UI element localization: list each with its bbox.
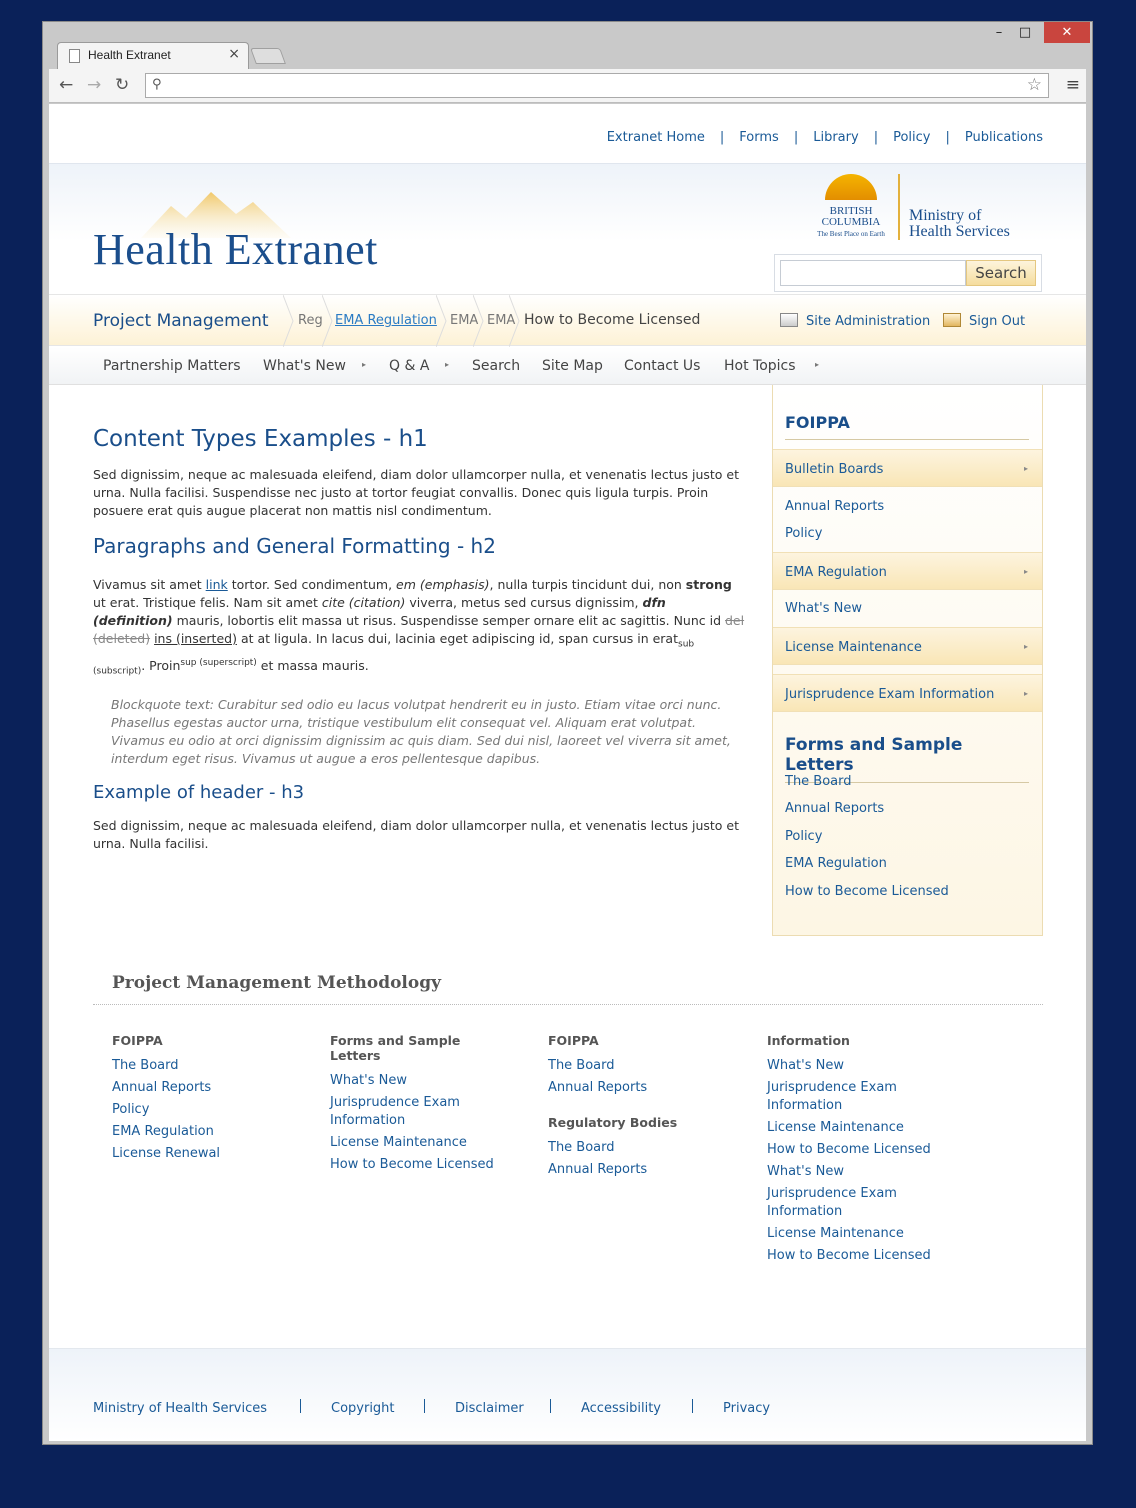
footer-link[interactable]: What's New [767, 1164, 844, 1179]
sidebar-item-bulletin-boards[interactable]: Bulletin Boards ▸ [773, 449, 1042, 487]
expand-arrow-icon: ▸ [1023, 567, 1028, 576]
back-arrow-icon[interactable]: ← [59, 75, 74, 95]
footer-link-accessibility[interactable]: Accessibility [581, 1401, 661, 1416]
footer-link[interactable]: The Board [548, 1058, 615, 1073]
sidebar-link-the-board[interactable]: The Board [785, 774, 852, 789]
footer-link-ministry[interactable]: Ministry of Health Services [93, 1401, 268, 1416]
breadcrumb-chevron [509, 295, 521, 347]
breadcrumb-chevron [436, 295, 448, 347]
breadcrumb-current: How to Become Licensed [524, 312, 701, 328]
footer-link[interactable]: What's New [767, 1058, 844, 1073]
sign-out-link[interactable]: Sign Out [943, 313, 1025, 329]
page-footer [49, 1348, 1086, 1441]
title-bar [43, 22, 1092, 69]
sidebar-link-ema-regulation[interactable]: EMA Regulation [785, 856, 887, 871]
breadcrumb-chevron [322, 295, 334, 347]
page-icon [69, 49, 80, 63]
intro-paragraph: Sed dignissim, neque ac malesuada eleifend, diam dolor ullamcorper nulla, et venenatis lectus justo et urna. Nulla facilisi. Suspendisse nec justo at tortor feugiat convallis. Donec quis ligula turpis. Proin posuere erat quis augue placerat non mattis nisl condimentum. [93, 467, 740, 518]
sidebar-item-annual-reports[interactable]: Annual Reports [785, 499, 885, 514]
footer-link[interactable]: How to Become Licensed [330, 1157, 494, 1172]
footer-separator [692, 1399, 693, 1413]
footer-link[interactable]: Jurisprudence Exam Information [767, 1080, 897, 1113]
utility-nav: Extranet Home | Forms | Library | Policy | Publications [606, 130, 1043, 145]
footer-link[interactable]: How to Become Licensed [767, 1142, 931, 1157]
expand-arrow-icon: ▸ [1023, 689, 1028, 698]
bookmark-star-icon[interactable]: ☆ [1026, 75, 1042, 95]
expand-arrow-icon: ▸ [1023, 642, 1028, 651]
footer-separator [550, 1399, 551, 1413]
menu-item-contact-us[interactable]: Contact Us [624, 358, 701, 374]
breadcrumb-item-ema-regulation[interactable]: EMA Regulation [335, 313, 437, 328]
bc-logo: BRITISH COLUMBIA The Best Place on Earth [811, 174, 891, 240]
main-content [93, 404, 745, 867]
menu-item-hot-topics[interactable]: Hot Topics [724, 358, 796, 374]
footer-link[interactable]: Jurisprudence Exam Information [767, 1186, 897, 1219]
footer-column-2: Forms and Sample Letters What's New Jurisprudence Exam Information License Maintenance How to Become Licensed [330, 1033, 510, 1178]
footer-link[interactable]: License Maintenance [330, 1135, 467, 1150]
blockquote: Blockquote text: Curabitur sed odio eu lacus volutpat hendrerit eu in justo. Etiam vitae orci nunc. Phasellus egestas auctor urna, tristique vestibulum elit consequat vel. Aliquam erat volutpat. Vivamus eu odio at orci dignissim dignissim ac quis diam. Sed dui nisl, laoreet vel viverra sit amet, interdum eget risus. Vivamus ut augue a eros pellentesque dapibus. [111, 697, 731, 767]
footer-link-copyright[interactable]: Copyright [331, 1401, 395, 1416]
menu-arrow-icon: ▸ [362, 360, 367, 369]
sidebar-link-policy[interactable]: Policy [785, 829, 823, 844]
menu-item-search[interactable]: Search [472, 358, 521, 374]
tab-title: Health Extranet [88, 48, 171, 62]
footer-link[interactable]: License Renewal [112, 1146, 221, 1161]
menu-item-site-map[interactable]: Site Map [542, 358, 603, 374]
footer-link[interactable]: Annual Reports [112, 1080, 212, 1095]
address-bar[interactable] [145, 73, 1049, 98]
sidebar-item-policy[interactable]: Policy [785, 526, 823, 541]
footer-link[interactable]: License Maintenance [767, 1226, 904, 1241]
site-administration-link[interactable]: Site Administration [780, 313, 930, 329]
menu-arrow-icon: ▸ [445, 360, 450, 369]
footer-link-privacy[interactable]: Privacy [723, 1401, 771, 1416]
forward-arrow-icon[interactable]: → [87, 75, 102, 95]
sign-out-icon [943, 313, 961, 327]
footer-separator [424, 1399, 425, 1413]
menu-item-qa[interactable]: Q & A [389, 358, 430, 374]
footer-link[interactable]: The Board [112, 1058, 179, 1073]
logo-divider [898, 174, 900, 240]
formatting-paragraph: Vivamus sit amet link tortor. Sed condimentum, em (emphasis), nulla turpis tincidunt dui, non strong ut erat. Tristique felis. Nam sit amet cite (citation) viverra, metus sed cursus dignissim, dfn (definition) mauris, lobortis elit massa ut risus. Suspendisse semper ornare elit ac sagittis. Nunc id del (deleted) ins (inserted) at at ligula. In lacus dui, lacinia eget adipiscing id, span cursus in erat$_{sub (subscript)}$. Proin$^{sup (superscript)}$ et massa mauris. [93, 577, 745, 677]
sidebar-item-ema-regulation[interactable]: EMA Regulation ▸ [773, 552, 1042, 590]
breadcrumb-root[interactable]: Project Management [93, 311, 269, 331]
section-heading-h3: Example of header - h3 [93, 782, 305, 804]
breadcrumb-item-ema[interactable]: EMA [450, 313, 479, 328]
browser-menu-icon[interactable]: ≡ [1065, 75, 1080, 95]
section-heading-h2: Paragraphs and General Formatting - h2 [93, 534, 496, 558]
divider [93, 1004, 1043, 1005]
footer-nav-title: Project Management Methodology [112, 973, 441, 993]
main-menu [49, 347, 1086, 385]
minimize-button[interactable]: – [995, 25, 1003, 40]
new-tab-button[interactable] [250, 48, 286, 64]
reload-icon[interactable]: ↻ [115, 75, 130, 95]
sidebar-link-how-to-become-licensed[interactable]: How to Become Licensed [785, 884, 949, 899]
menu-arrow-icon: ▸ [815, 360, 820, 369]
close-window-button[interactable]: ✕ [1044, 22, 1090, 43]
breadcrumb-chevron [283, 295, 295, 347]
sidebar-heading-foippa: FOIPPA [785, 413, 1029, 440]
admin-icon [780, 313, 798, 327]
sidebar-link-annual-reports[interactable]: Annual Reports [785, 801, 885, 816]
footer-link[interactable]: Jurisprudence Exam Information [330, 1095, 460, 1128]
maximize-button[interactable]: □ [1018, 25, 1032, 40]
search-button[interactable]: Search [966, 260, 1036, 286]
tab-close-icon[interactable]: × [228, 46, 240, 62]
search-icon: ⚲ [152, 77, 162, 92]
browser-tab[interactable] [57, 42, 249, 70]
site-logo-title[interactable]: Health Extranet [93, 225, 378, 274]
footer-link-disclaimer[interactable]: Disclaimer [455, 1401, 524, 1416]
breadcrumb-item-ema-2[interactable]: EMA [487, 313, 516, 328]
menu-item-partnership-matters[interactable]: Partnership Matters [103, 358, 241, 374]
sidebar-item-whats-new[interactable]: What's New [785, 601, 862, 616]
sidebar-heading-forms: Forms and Sample Letters [785, 735, 1029, 783]
footer-link[interactable]: EMA Regulation [112, 1124, 214, 1139]
closing-paragraph: Sed dignissim, neque ac malesuada eleifend, diam dolor ullamcorper nulla, et venenatis lectus justo et urna. Nulla facilisi. [93, 818, 740, 852]
breadcrumb [49, 294, 1086, 346]
inline-link[interactable]: link [205, 577, 228, 592]
footer-column-1: FOIPPA The Board Annual Reports Policy EMA Regulation License Renewal [112, 1033, 312, 1167]
footer-link[interactable]: How to Become Licensed [767, 1248, 931, 1263]
footer-link[interactable]: License Maintenance [767, 1120, 904, 1135]
footer-column-4: Information What's New Jurisprudence Exam Information License Maintenance How to Become Licensed What's New Jurisprudence Exam Information License Maintenance How to Become Licensed [767, 1033, 937, 1269]
sidebar-item-license-maintenance[interactable]: License Maintenance ▸ [773, 627, 1042, 665]
page-title: Content Types Examples - h1 [93, 426, 428, 452]
site-search [774, 254, 1042, 292]
menu-item-whats-new[interactable]: What's New [263, 358, 346, 374]
footer-link[interactable]: Annual Reports [548, 1162, 648, 1177]
utility-link-forms[interactable]: Forms [739, 130, 779, 145]
breadcrumb-chevron [473, 295, 485, 347]
browser-toolbar [49, 69, 1086, 103]
footer-link[interactable]: The Board [548, 1140, 615, 1155]
sun-icon [825, 174, 877, 200]
utility-link-policy[interactable]: Policy [893, 130, 931, 145]
sidebar [772, 385, 1043, 936]
utility-link-extranet-home[interactable]: Extranet Home [606, 130, 705, 145]
footer-column-3: FOIPPA The Board Annual Reports Regulatory Bodies The Board Annual Reports [548, 1033, 748, 1183]
footer-separator [300, 1399, 301, 1413]
browser-window [42, 21, 1093, 1445]
web-page [49, 104, 1086, 1441]
sidebar-item-jurisprudence-exam[interactable]: Jurisprudence Exam Information ▸ [773, 674, 1042, 712]
expand-arrow-icon: ▸ [1023, 464, 1028, 473]
footer-link[interactable]: Annual Reports [548, 1080, 648, 1095]
footer-link[interactable]: Policy [112, 1102, 150, 1117]
search-input[interactable] [780, 260, 966, 286]
utility-link-library[interactable]: Library [813, 130, 859, 145]
ministry-name: Ministry of Health Services [909, 207, 1010, 240]
utility-link-publications[interactable]: Publications [964, 130, 1043, 145]
footer-link[interactable]: What's New [330, 1073, 407, 1088]
breadcrumb-item-reg[interactable]: Reg [298, 313, 323, 328]
